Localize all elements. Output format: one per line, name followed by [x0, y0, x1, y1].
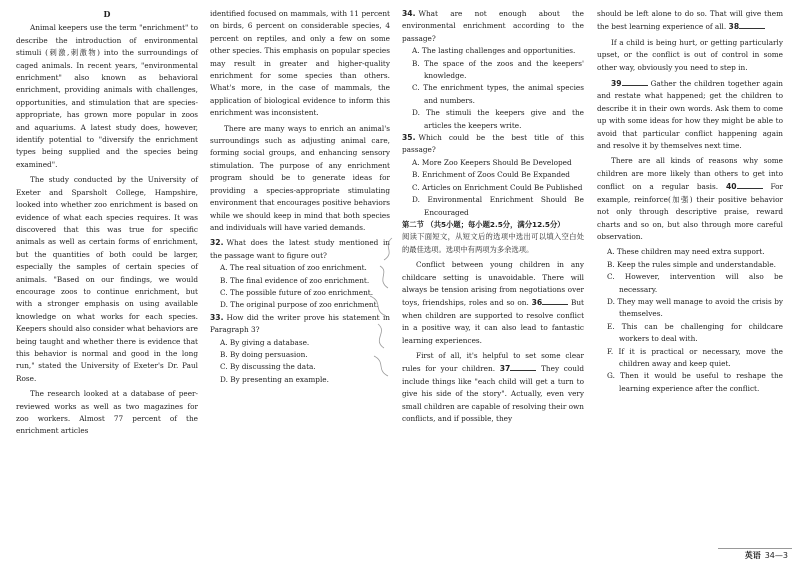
blank-38: 38 — [728, 22, 740, 32]
cloze-paragraph-2-continued: should be left alone to do so. That will give them the best learning experience of all. 38 — [597, 9, 783, 32]
option[interactable]: B. The final evidence of zoo enrichment. — [220, 275, 370, 285]
blank-39: 39 — [611, 79, 622, 89]
blank-36: 36 — [531, 298, 543, 308]
passage-paragraph-2: The study conducted by the University of Exeter and Sparsholt College, Hampshire, looked into whether zoo enrichment is based on evidence of what each species requires. It was discovered that this was true for specific animals as well as certain forms of enrichment, but the quantities of both could be larger, especially the samples of certain species of animals. "Based on our findings, we would encourage zoos to continue enrichment, but with a stronger emphasis on using available knowledge on what works for each species. Keepers should also consider what behaviors are being taught and whether there is evidence that this behavior is normal and good in the long run," stated the University of Exeter's Dr. Paul Rose. — [16, 175, 198, 383]
column-3 — [402, 8, 584, 425]
option[interactable]: F. If it is practical or necessary, move the children away and keep quiet. — [607, 346, 783, 368]
question-stem: What are not enough about the environmental enrichment according to the passage? — [402, 9, 584, 43]
blank-37: 37 — [499, 364, 511, 374]
option[interactable]: B. By doing persuasion. — [220, 349, 308, 359]
question-number: 33. — [210, 312, 224, 322]
pencil-scribble-icon — [362, 232, 410, 382]
answer-blank[interactable] — [622, 77, 648, 86]
option[interactable]: C. The enrichment types, the animal species and numbers. — [412, 83, 584, 105]
question-stem: Which could be the best title of this passage? — [402, 133, 584, 155]
option[interactable]: C. By discussing the data. — [220, 362, 316, 372]
option[interactable]: D. The original purpose of zoo enrichment. — [220, 300, 379, 310]
cloze-paragraph-3: If a child is being hurt, or getting particularly upset, or the conflict is out of control in some other way, obviously you need to step in. — [597, 37, 783, 72]
option[interactable]: B. Keep the rules simple and understandable. — [607, 259, 777, 269]
option[interactable]: C. Articles on Enrichment Could Be Published — [412, 182, 583, 192]
option[interactable]: C. The possible future of zoo enrichment. — [220, 287, 374, 297]
section-instruction: 阅读下面短文，从短文后的选项中选出可以填入空白处的最佳选项。选项中有两项为多余选项。 — [402, 232, 584, 254]
option[interactable]: A. These children may need extra support. — [607, 247, 765, 257]
passage-label: D — [103, 9, 111, 19]
question-number: 35. — [402, 133, 416, 143]
option[interactable]: D. They may well manage to avoid the crisis by themselves. — [607, 296, 783, 319]
option[interactable]: D. By presenting an example. — [220, 374, 329, 384]
cloze-paragraph-2: First of all, it's helpful to set some clear rules for your children. 37 They could include things like "each child will get a turn to give his side of the story". Actually, even very small children are capable of resolving their own conflicts, and if possible, they — [402, 350, 584, 423]
question-stem: What does the latest study mentioned in the passage want to figure out? — [210, 238, 390, 260]
option[interactable]: G. Then it would be useful to reshape the learning experience after the conflict. — [607, 371, 783, 393]
cloze-paragraph-5: There are all kinds of reasons why some children are more likely than others to get into conflict on a regular basis. 40 For example, reinforce(加强) their positive behavior not only through descriptive praise, reward charts and so on, but also through more careful observation. — [597, 156, 783, 241]
question-34 — [402, 8, 584, 132]
footer-page-number: 34—3 — [764, 551, 788, 560]
question-35 — [402, 132, 584, 219]
option[interactable]: C. However, intervention will also be necessary. — [607, 272, 783, 294]
answer-blank[interactable] — [542, 296, 568, 305]
question-number: 32. — [210, 238, 224, 248]
option[interactable]: A. More Zoo Keepers Should Be Developed — [412, 157, 572, 167]
answer-blank[interactable] — [739, 20, 765, 29]
blank-40: 40 — [725, 182, 737, 192]
footer-subject: 英语 — [744, 551, 761, 560]
passage-paragraph-4: There are many ways to enrich an animal's surroundings such as adjusting animal care, forming social groups, and enhancing sensory stimulation. The purpose of any enrichment program should be to generate ideas for providing a species-appropriate stimulating environment that encourages positive behaviors while we should keep in mind that both species and individuals will have varied demands. — [210, 123, 390, 232]
option[interactable]: D. The stimuli the keepers give and the articles the keepers write. — [412, 108, 584, 130]
cloze-paragraph-1: Conflict between young children in any childcare setting is unavoidable. There will always be tension arising from negotiations over toys, friendships, roles and so on. 36 But when children are supported to resolve conflict in a positive way, it can also lead to fantastic learning experiences. — [402, 260, 584, 345]
section-heading: 第二节 （共5小题；每小题2.5分，满分12.5分） — [402, 219, 565, 229]
question-stem: How did the writer prove his statement in Paragraph 3? — [210, 312, 390, 335]
option[interactable]: B. Enrichment of Zoos Could Be Expanded — [412, 170, 570, 180]
passage-paragraph-3-continued: identified focused on mammals, with 11 percent on birds, 6 percent on considerable species, 4 percent on reptiles, and only a few on some other species. This emphasis on popular species may result in greater and higher-quality enrichment for some species than others. What's more, in the case of mammals, the application of biological evidence to inform this enrichment was inconsistent. — [210, 9, 390, 118]
option[interactable]: A. The real situation of zoo enrichment. — [220, 263, 367, 273]
option[interactable]: A. The lasting challenges and opportunities. — [412, 46, 576, 56]
answer-blank[interactable] — [510, 362, 536, 371]
question-number: 34. — [402, 9, 416, 18]
column-1 — [16, 8, 198, 438]
option[interactable]: E. This can be challenging for childcare workers to deal with. — [607, 321, 783, 344]
option[interactable]: D. Environmental Enrichment Should Be Encouraged — [412, 195, 584, 217]
option[interactable]: A. By giving a database. — [220, 337, 310, 347]
column-4 — [597, 8, 783, 395]
cloze-paragraph-4: 39 Gather the children together again and restate what happened; get the children to describe it in their own words. Ask them to come up with some ideas for how they might be able to avoid that particular conflict happening again and resolve it by themselves next time. — [597, 79, 783, 151]
option[interactable]: B. The space of the zoos and the keepers' knowledge. — [412, 58, 584, 81]
passage-paragraph-1: Animal keepers use the term "enrichment" to describe the introduction of environmental stimuli (刺激,刺激物) into the surroundings of caged animals. In recent years, "environmental enrichment" also known as behavioral enrichment, providing animals with challenges, opportunities, and stimulation that are species-appropriate, has grown more popular in zoos and aquariums. A latest study does, however, identify potential to "diversify the enrichment types being supplied and the species being examined". — [16, 23, 199, 169]
cloze-options — [597, 246, 783, 395]
answer-blank[interactable] — [737, 180, 763, 189]
page-footer — [718, 548, 792, 563]
passage-paragraph-3: The research looked at a database of peer-reviewed works as well as two magazines for zoo workers. Almost 77 percent of the enrichment articles — [16, 389, 198, 436]
